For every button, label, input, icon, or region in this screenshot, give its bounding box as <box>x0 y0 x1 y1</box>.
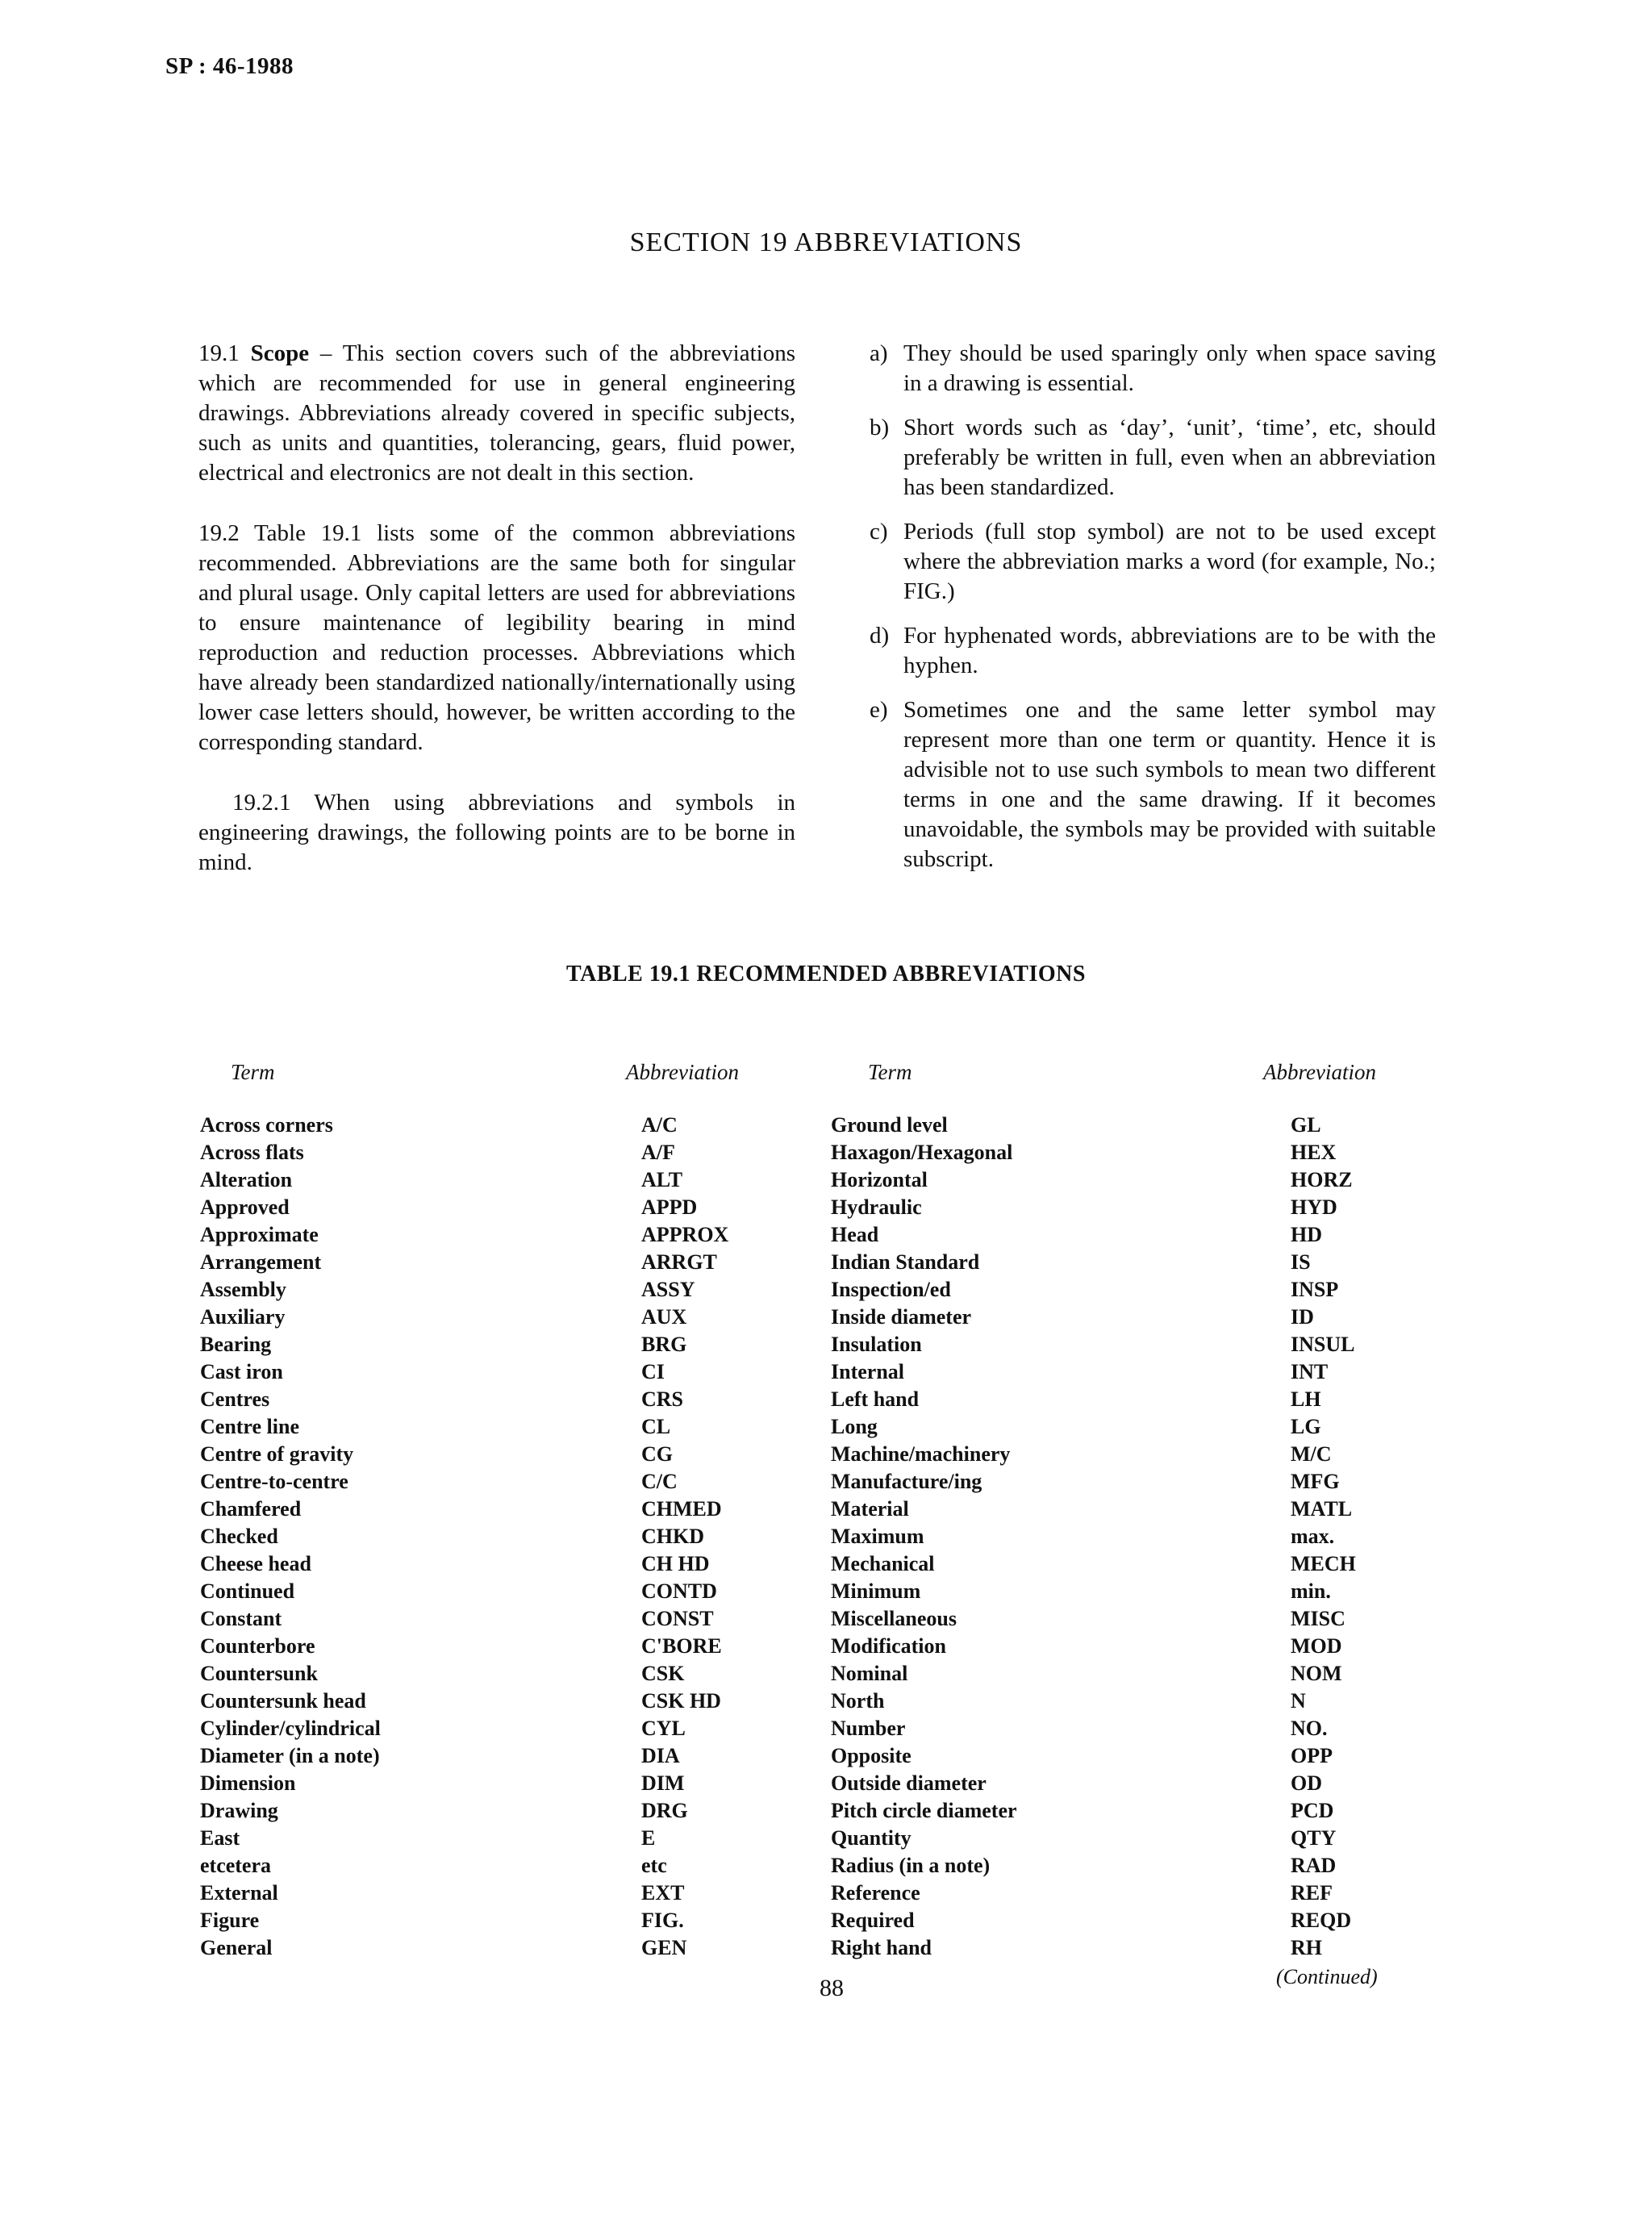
list-item <box>870 695 1436 874</box>
table-cell-abbreviation: NOM <box>1291 1662 1342 1685</box>
table-abbreviations-left <box>641 1112 728 1962</box>
table-cell-term: Internal <box>831 1360 904 1383</box>
table-cell-abbreviation: BRG <box>641 1333 687 1356</box>
table-cell-term: Haxagon/Hexagonal <box>831 1141 1013 1164</box>
table-cell-abbreviation: INSP <box>1291 1278 1339 1301</box>
table-cell-abbreviation: APPROX <box>641 1223 729 1246</box>
table-cell-abbreviation: GL <box>1291 1113 1321 1137</box>
list-item-text: They should be used sparingly only when space saving in a drawing is essential. <box>903 340 1436 396</box>
paragraph-19-2: 19.2 Table 19.1 lists some of the common abbreviations recommended. Abbreviations are the same both for singular and plural usage. Only capital letters are used for abbreviations to ensure maintenance of legibility bearing in mind reproduction and reduction processes. Abbreviations which have already been standardized nationally/internationally using lower case letters should, however, be written according to the corresponding standard. <box>198 520 795 755</box>
table-cell-term: Cast iron <box>200 1360 283 1383</box>
table-cell-term: Cylinder/cylindrical <box>200 1717 381 1740</box>
table-cell-term: Drawing <box>200 1799 278 1822</box>
table-cell-term: Long <box>831 1415 878 1438</box>
table-cell-abbreviation: HEX <box>1291 1141 1337 1164</box>
table-cell-term: Auxiliary <box>200 1305 286 1329</box>
table-cell-abbreviation: etc <box>641 1854 667 1877</box>
table-cell-abbreviation: CHMED <box>641 1497 722 1521</box>
left-column <box>198 339 795 908</box>
table-cell-abbreviation: ARRGT <box>641 1250 717 1274</box>
table-cell-term: Horizontal <box>831 1168 928 1191</box>
table-cell-term: Manufacture/ing <box>831 1470 982 1493</box>
table-header-abbreviation-right: Abbreviation <box>1263 1060 1376 1084</box>
table-cell-term: Assembly <box>200 1278 286 1301</box>
scope-number: 19.1 <box>198 340 240 366</box>
list-item-marker: d) <box>870 623 890 649</box>
table-cell-abbreviation: OD <box>1291 1771 1322 1795</box>
table-cell-term: Checked <box>200 1525 278 1548</box>
table-cell-abbreviation: QTY <box>1291 1826 1337 1850</box>
table-cell-abbreviation: REQD <box>1291 1909 1352 1932</box>
table-cell-term: Dimension <box>200 1771 296 1795</box>
table-cell-abbreviation: N <box>1291 1689 1306 1713</box>
table-cell-abbreviation: CG <box>641 1442 673 1466</box>
table-cell-abbreviation: ASSY <box>641 1278 695 1301</box>
table-cell-abbreviation: RH <box>1291 1936 1322 1959</box>
table-cell-term: Reference <box>831 1881 920 1905</box>
table-cell-term: Quantity <box>831 1826 912 1850</box>
table-cell-abbreviation: CL <box>641 1415 671 1438</box>
table-cell-abbreviation: A/F <box>641 1141 675 1164</box>
table-cell-abbreviation: ALT <box>641 1168 683 1191</box>
table-cell-term: Centres <box>200 1387 270 1411</box>
table-cell-term: Hydraulic <box>831 1195 922 1219</box>
table-cell-abbreviation: MATL <box>1291 1497 1353 1521</box>
scope-heading: Scope <box>250 340 310 366</box>
table-cell-abbreviation: NO. <box>1291 1717 1328 1740</box>
table-cell-abbreviation: MECH <box>1291 1552 1356 1575</box>
table-cell-abbreviation: CI <box>641 1360 665 1383</box>
document-code: SP : 46-1988 <box>165 53 294 79</box>
table-abbreviations-right <box>1291 1112 1356 1962</box>
table-cell-abbreviation: DRG <box>641 1799 688 1822</box>
table-cell-abbreviation: MFG <box>1291 1470 1340 1493</box>
list-item-text: Sometimes one and the same letter symbol may represent more than one term or quantity. Hence it is advisible not to use such symbols to mean two different terms in one and the same drawing. If it becomes unavoidable, the symbols may be provided with suitable subscript. <box>903 697 1436 872</box>
table-cell-term: Modification <box>831 1634 946 1658</box>
table-cell-term: Counterbore <box>200 1634 315 1658</box>
list-item <box>870 517 1436 607</box>
table-cell-abbreviation: CONST <box>641 1607 714 1630</box>
table-cell-term: Across flats <box>200 1141 304 1164</box>
table-cell-term: North <box>831 1689 885 1713</box>
table-cell-abbreviation: CH HD <box>641 1552 710 1575</box>
scope-paragraph <box>198 339 795 488</box>
table-cell-term: Figure <box>200 1909 260 1932</box>
list-item-text: For hyphenated words, abbreviations are to be with the hyphen. <box>903 623 1436 678</box>
table-cell-term: Number <box>831 1717 906 1740</box>
table-terms-left <box>200 1112 381 1962</box>
table-cell-abbreviation: OPP <box>1291 1744 1333 1767</box>
table-cell-abbreviation: EXT <box>641 1881 685 1905</box>
table-cell-term: Continued <box>200 1579 295 1603</box>
table-cell-term: Countersunk <box>200 1662 318 1685</box>
table-cell-abbreviation: DIM <box>641 1771 685 1795</box>
table-cell-term: Arrangement <box>200 1250 322 1274</box>
table-cell-abbreviation: FIG. <box>641 1909 684 1932</box>
table-title: TABLE 19.1 RECOMMENDED ABBREVIATIONS <box>566 962 1086 987</box>
table-cell-term: Constant <box>200 1607 282 1630</box>
table-cell-abbreviation: max. <box>1291 1525 1335 1548</box>
table-cell-term: Pitch circle diameter <box>831 1799 1017 1822</box>
table-cell-abbreviation: CRS <box>641 1387 684 1411</box>
table-cell-abbreviation: CSK HD <box>641 1689 721 1713</box>
table-cell-abbreviation: LG <box>1291 1415 1321 1438</box>
table-header-term-left: Term <box>231 1060 275 1084</box>
table-cell-abbreviation: min. <box>1291 1579 1331 1603</box>
table-terms-right <box>831 1112 1017 1962</box>
list-item-marker: a) <box>870 340 888 366</box>
table-cell-term: Inside diameter <box>831 1305 972 1329</box>
table-cell-abbreviation: LH <box>1291 1387 1321 1411</box>
table-cell-term: External <box>200 1881 278 1905</box>
table-cell-abbreviation: C'BORE <box>641 1634 722 1658</box>
table-header-term-right: Term <box>868 1060 912 1084</box>
list-item-text: Short words such as ‘day’, ‘unit’, ‘time’, etc, should preferably be written in full, even when an abbreviation has been standardized. <box>903 415 1436 500</box>
table-cell-term: General <box>200 1936 273 1959</box>
table-cell-abbreviation: CYL <box>641 1717 686 1740</box>
table-cell-abbreviation: DIA <box>641 1744 680 1767</box>
table-cell-term: Nominal <box>831 1662 908 1685</box>
list-item <box>870 621 1436 681</box>
table-cell-term: Ground level <box>831 1113 948 1137</box>
table-cell-term: Indian Standard <box>831 1250 980 1274</box>
table-cell-term: Approximate <box>200 1223 319 1246</box>
table-cell-term: Inspection/ed <box>831 1278 951 1301</box>
list-item-marker: e) <box>870 697 888 723</box>
table-cell-abbreviation: REF <box>1291 1881 1333 1905</box>
table-cell-abbreviation: CHKD <box>641 1525 704 1548</box>
table-cell-abbreviation: AUX <box>641 1305 687 1329</box>
table-cell-term: Opposite <box>831 1744 912 1767</box>
table-cell-abbreviation: GEN <box>641 1936 687 1959</box>
table-cell-term: Centre-to-centre <box>200 1470 348 1493</box>
table-cell-term: Diameter (in a note) <box>200 1744 380 1767</box>
table-cell-abbreviation: CONTD <box>641 1579 717 1603</box>
section-title: SECTION 19 ABBREVIATIONS <box>629 227 1023 257</box>
table-cell-term: Countersunk head <box>200 1689 366 1713</box>
page-number: 88 <box>820 1975 844 2001</box>
table-cell-abbreviation: C/C <box>641 1470 678 1493</box>
table-cell-term: Material <box>831 1497 909 1521</box>
table-cell-term: Mechanical <box>831 1552 935 1575</box>
table-cell-term: Centre of gravity <box>200 1442 354 1466</box>
table-cell-term: Bearing <box>200 1333 272 1356</box>
table-cell-abbreviation: E <box>641 1826 656 1850</box>
table-cell-term: Maximum <box>831 1525 924 1548</box>
table-cell-abbreviation: IS <box>1291 1250 1311 1274</box>
table-cell-abbreviation: MISC <box>1291 1607 1345 1630</box>
table-cell-term: Radius (in a note) <box>831 1854 991 1877</box>
table-cell-abbreviation: MOD <box>1291 1634 1342 1658</box>
table-cell-abbreviation: ID <box>1291 1305 1314 1329</box>
table-cell-abbreviation: PCD <box>1291 1799 1334 1822</box>
table-cell-term: Required <box>831 1909 915 1932</box>
list-item-marker: c) <box>870 519 888 544</box>
table-cell-abbreviation: HYD <box>1291 1195 1337 1219</box>
table-cell-abbreviation: A/C <box>641 1113 678 1137</box>
scope-text: – This section covers such of the abbreviations which are recommended for use in general engineering drawings. Abbreviations already covered in specific subjects, such as units and quantities, tolerancing, gears, fluid power, electrical and electronics are not dealt in this section. <box>198 340 795 486</box>
list-item <box>870 339 1436 398</box>
table-cell-term: East <box>200 1826 240 1850</box>
table-cell-term: Alteration <box>200 1168 293 1191</box>
table-cell-abbreviation: M/C <box>1291 1442 1332 1466</box>
table-cell-term: Cheese head <box>200 1552 311 1575</box>
table-cell-term: Miscellaneous <box>831 1607 957 1630</box>
paragraph-19-2-1: 19.2.1 When using abbreviations and symbols in engineering drawings, the following points are to be borne in mind. <box>198 790 795 875</box>
table-cell-abbreviation: INSUL <box>1291 1333 1355 1356</box>
table-cell-abbreviation: HD <box>1291 1223 1322 1246</box>
table-cell-abbreviation: CSK <box>641 1662 685 1685</box>
list-item-marker: b) <box>870 415 890 440</box>
table-cell-abbreviation: HORZ <box>1291 1168 1353 1191</box>
table-cell-term: Machine/machinery <box>831 1442 1011 1466</box>
table-header-abbreviation-left: Abbreviation <box>626 1060 739 1084</box>
table-cell-term: Chamfered <box>200 1497 302 1521</box>
table-cell-term: Outside diameter <box>831 1771 987 1795</box>
table-cell-term: Insulation <box>831 1333 922 1356</box>
table-cell-term: etcetera <box>200 1854 272 1877</box>
table-cell-term: Across corners <box>200 1113 333 1137</box>
list-item <box>870 413 1436 503</box>
right-column <box>870 339 1436 889</box>
continued-note: (Continued) <box>1276 1965 1378 1988</box>
table-cell-term: Left hand <box>831 1387 920 1411</box>
table-cell-term: Approved <box>200 1195 290 1219</box>
list-item-text: Periods (full stop symbol) are not to be used except where the abbreviation marks a word (for example, No.; FIG.) <box>903 519 1436 604</box>
table-cell-term: Centre line <box>200 1415 299 1438</box>
table-cell-term: Head <box>831 1223 879 1246</box>
table-cell-abbreviation: RAD <box>1291 1854 1337 1877</box>
table-cell-term: Right hand <box>831 1936 932 1959</box>
table-cell-abbreviation: APPD <box>641 1195 698 1219</box>
table-cell-term: Minimum <box>831 1579 921 1603</box>
table-cell-abbreviation: INT <box>1291 1360 1329 1383</box>
